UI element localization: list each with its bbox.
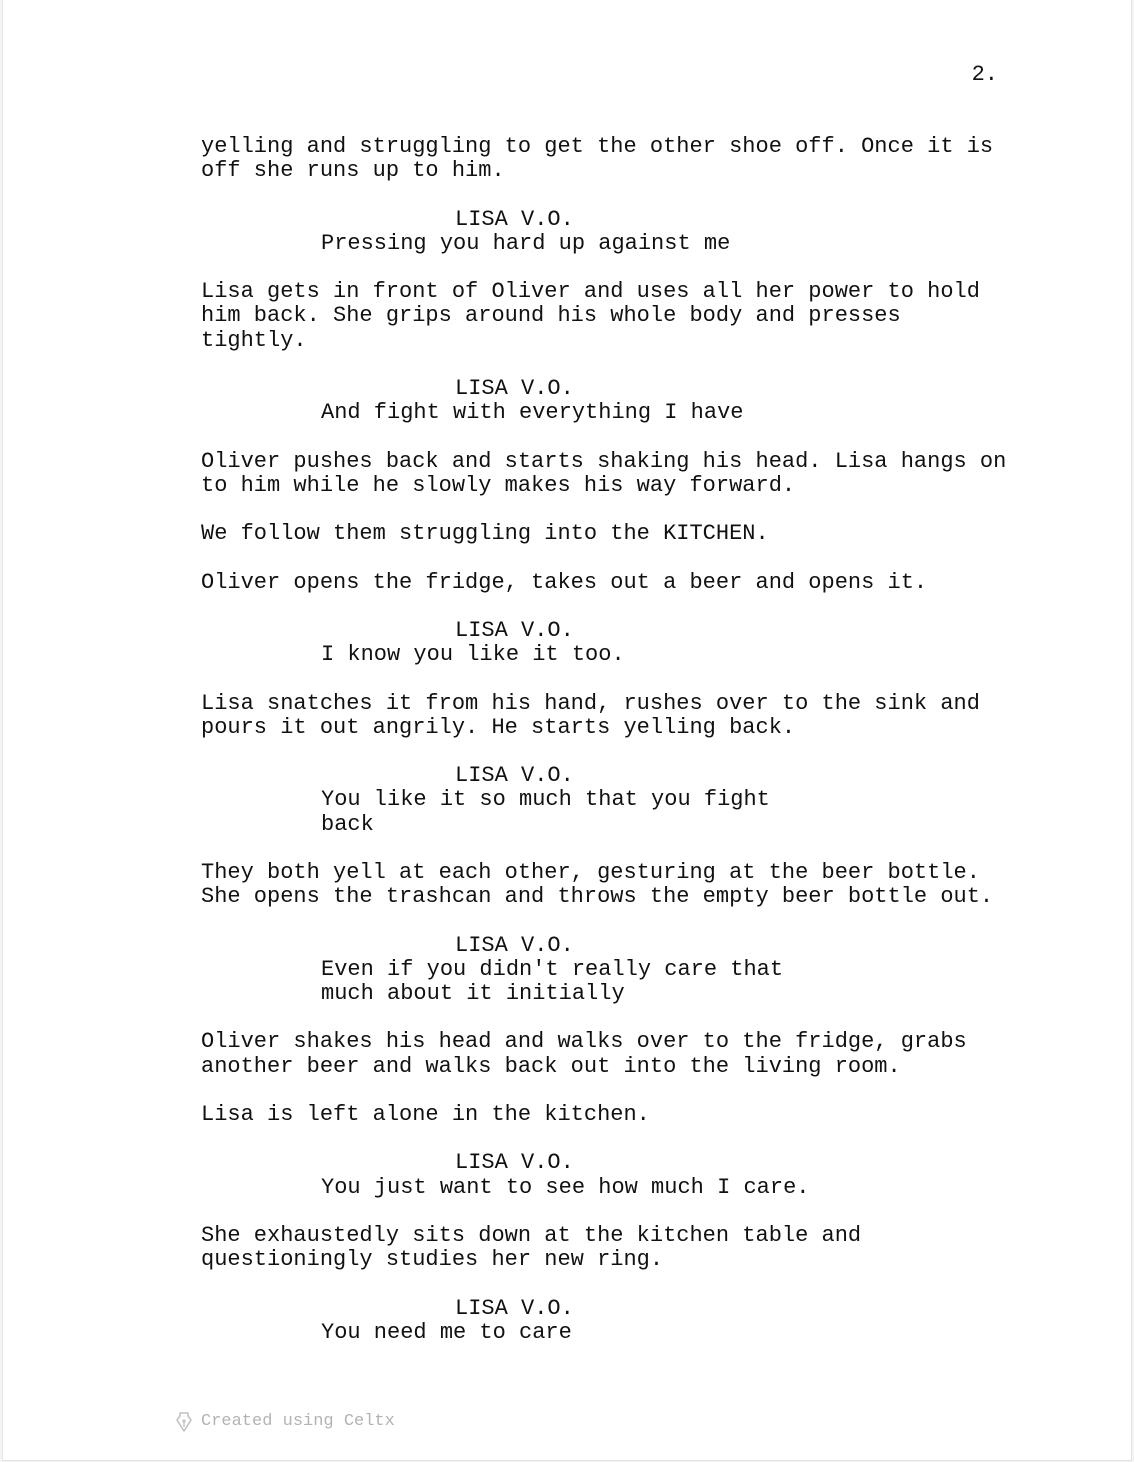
- block-spacer: [201, 1127, 1041, 1151]
- script-body: [201, 135, 1041, 1345]
- character-cue: LISA V.O.: [455, 1295, 574, 1321]
- block-spacer: [201, 498, 1041, 522]
- block-spacer: [201, 353, 1041, 377]
- dialogue-block: You need me to care: [321, 1319, 572, 1345]
- block-spacer: [201, 1272, 1041, 1296]
- action-block: Oliver pushes back and starts shaking his head. Lisa hangs on to him while he slowly makes his way forward.: [201, 448, 1007, 498]
- action-block: Lisa is left alone in the kitchen.: [201, 1101, 650, 1127]
- block-spacer: [201, 1079, 1041, 1103]
- action-block: She exhaustedly sits down at the kitchen table and questioningly studies her new ring.: [201, 1222, 862, 1273]
- dialogue-block: Even if you didn't really care that much about it initially: [321, 956, 784, 1006]
- action-block: Lisa gets in front of Oliver and uses all her power to hold him back. She grips around his whole body and presses tightly.: [201, 279, 980, 353]
- action-block: We follow them struggling into the KITCHEN.: [201, 521, 769, 547]
- block-spacer: [201, 1006, 1041, 1030]
- block-spacer: [201, 837, 1041, 861]
- character-cue: LISA V.O.: [455, 763, 574, 789]
- character-cue: LISA V.O.: [455, 206, 574, 232]
- action-block: Lisa snatches it from his hand, rushes over to the sink and pours it out angrily. He starts yelling back.: [201, 690, 980, 740]
- dialogue-block: You just want to see how much I care.: [321, 1174, 810, 1200]
- dialogue-block: You like it so much that you fight back: [321, 787, 770, 837]
- block-spacer: [201, 256, 1041, 280]
- watermark-text: Created using Celtx: [201, 1412, 395, 1431]
- action-block: Oliver shakes his head and walks over to the fridge, grabs another beer and walks back out into the living room.: [201, 1029, 967, 1079]
- script-page: [2, 0, 1132, 1461]
- block-spacer: [201, 1200, 1041, 1224]
- character-cue: LISA V.O.: [455, 617, 574, 643]
- character-cue: LISA V.O.: [455, 932, 574, 958]
- character-cue: LISA V.O.: [455, 1150, 574, 1176]
- block-spacer: [201, 595, 1041, 619]
- page-number: 2.: [971, 62, 998, 87]
- action-block: yelling and struggling to get the other shoe off. Once it is off she runs up to him.: [201, 134, 994, 184]
- block-spacer: [201, 183, 1041, 207]
- character-cue: LISA V.O.: [455, 375, 574, 401]
- action-block: Oliver opens the fridge, takes out a beer and opens it.: [201, 569, 928, 595]
- dialogue-block: And fight with everything I have: [321, 400, 744, 426]
- celtx-watermark: [175, 1410, 395, 1434]
- block-spacer: [201, 546, 1041, 570]
- block-spacer: [201, 740, 1041, 764]
- dialogue-block: I know you like it too.: [321, 642, 625, 668]
- block-spacer: [201, 425, 1041, 449]
- celtx-pen-icon: [175, 1411, 193, 1433]
- block-spacer: [201, 667, 1041, 691]
- action-block: They both yell at each other, gesturing at the beer bottle. She opens the trashcan and throws the empty beer bottle out.: [201, 859, 994, 910]
- dialogue-block: Pressing you hard up against me: [321, 230, 731, 256]
- block-spacer: [201, 909, 1041, 933]
